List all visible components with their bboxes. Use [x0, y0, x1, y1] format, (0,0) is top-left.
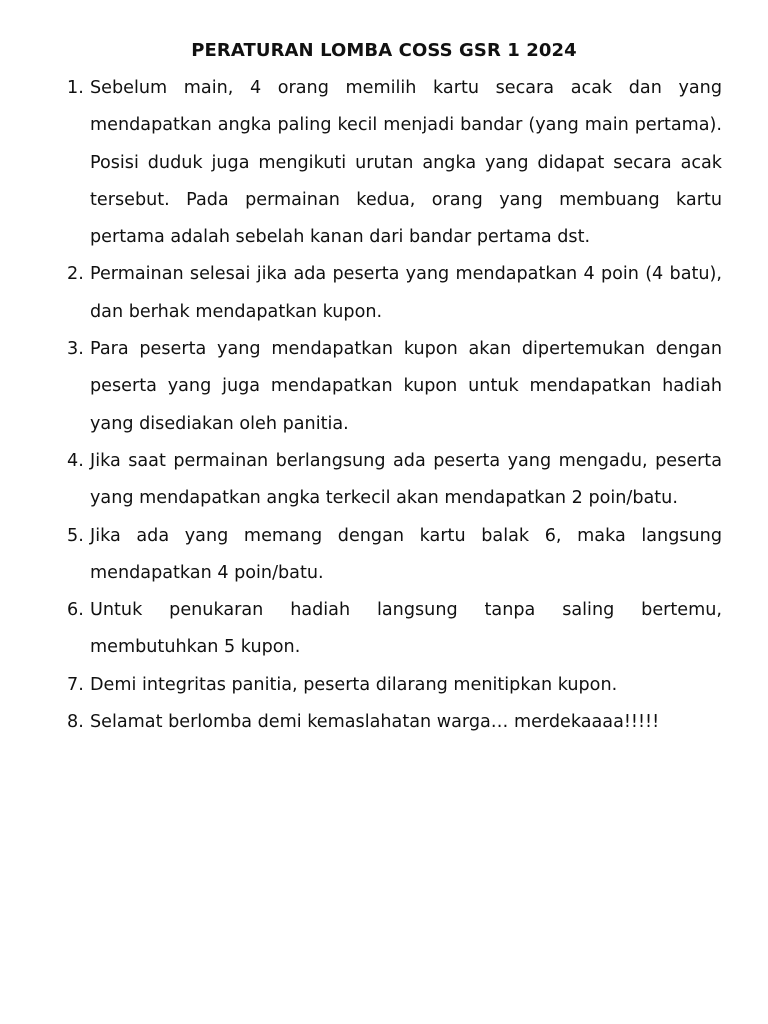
rule-number: 5.	[67, 525, 84, 546]
rule-text: Sebelum main, 4 orang memilih kartu secara acak dan yang mendapatkan angka paling kecil menjadi bandar (yang main pertama). Posisi duduk juga mengikuti urutan angka yang didapat secara acak tersebut. Pada permainan kedua, orang yang membuang kartu pertama adalah sebelah kanan dari bandar pertama dst.	[90, 78, 722, 248]
rule-text: Jika saat permainan berlangsung ada peserta yang mengadu, peserta yang mendapatkan angka terkecil akan mendapatkan 2 poin/batu.	[90, 450, 722, 509]
rule-item-4	[67, 443, 722, 518]
rule-item-6	[67, 592, 722, 667]
rule-number: 1.	[67, 78, 84, 98]
rule-item-8	[67, 704, 722, 741]
rules-list	[67, 70, 722, 741]
rule-text: Jika ada yang memang dengan kartu balak 6, maka langsung mendapatkan 4 poin/batu.	[90, 525, 722, 583]
rule-text: Untuk penukaran hadiah langsung tanpa saling bertemu, membutuhkan 5 kupon.	[90, 600, 722, 658]
document-title: PERATURAN LOMBA COSS GSR 1 2024	[191, 40, 577, 61]
rule-item-3	[67, 331, 722, 443]
rule-item-2	[67, 256, 722, 331]
rule-number: 4.	[67, 450, 84, 471]
rule-number: 2.	[67, 264, 84, 285]
rule-number: 6.	[67, 600, 84, 621]
rule-text: Demi integritas panitia, peserta dilarang menitipkan kupon.	[90, 674, 618, 695]
rule-number: 3.	[67, 339, 84, 360]
rule-item-7	[67, 667, 722, 704]
rule-text: Selamat berlomba demi kemaslahatan warga… merdekaaaa!!!!!	[90, 712, 660, 733]
rule-item-5	[67, 518, 722, 593]
rule-item-1	[67, 70, 722, 256]
rule-number: 8.	[67, 712, 84, 733]
rule-text: Permainan selesai jika ada peserta yang mendapatkan 4 poin (4 batu), dan berhak mendapatkan kupon.	[90, 264, 722, 322]
rule-number: 7.	[67, 674, 84, 695]
rule-text: Para peserta yang mendapatkan kupon akan dipertemukan dengan peserta yang juga mendapatkan kupon untuk mendapatkan hadiah yang disediakan oleh panitia.	[90, 339, 722, 434]
